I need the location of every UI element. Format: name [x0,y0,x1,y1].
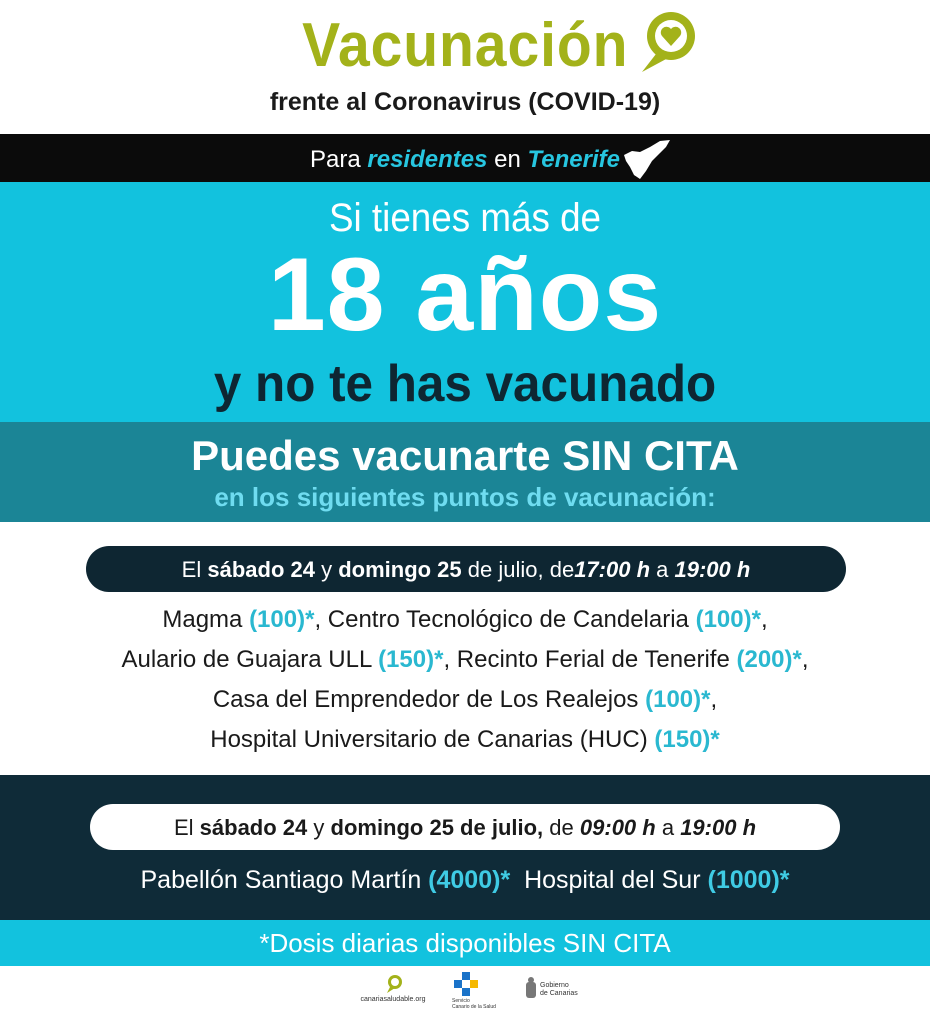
location-line [0,686,930,714]
s2-sunday: domingo 25 de julio, [330,815,544,840]
residents-text [0,146,930,174]
location-name: Casa del Emprendedor de Los Realejos [212,686,646,713]
title [0,10,930,81]
location-name: Recinto Ferial de Tenerife [456,646,737,673]
s2-p2: y [307,815,331,840]
residents-prefix: Para [310,146,368,173]
s1-start-time: 17:00 h [574,557,651,582]
cta-heading: Puedes vacunarte SIN CITA [191,432,739,479]
speech-heart-icon [640,10,696,72]
separator: , [760,606,768,633]
s2-p3: de [543,815,580,840]
location-count: (100)* [645,686,711,713]
cta-subheading: en los siguientes puntos de vacunación: [214,482,716,512]
s1-p3: de julio, de [461,557,575,582]
location-count: (4000)* [428,866,511,894]
hero-line3: y no te has vacunado [213,355,717,413]
s1-p2: y [314,557,339,582]
footer-note: *Dosis diarias disponibles SIN CITA [259,928,671,958]
location-count: (100)* [249,606,315,633]
logo2-text [452,998,512,1010]
logo3-line2: de Canarias [540,990,578,997]
subtitle: frente al Coronavirus (COVID-19) [269,88,661,116]
location-line-2 [0,866,930,895]
location-count: (200)* [736,646,802,673]
title-text: Vacunación [301,11,629,80]
s1-p1: El [181,557,208,582]
location-count: (1000)* [707,866,790,894]
logo3-line1: Gobierno [540,982,569,989]
residents-word: residentes [367,146,488,173]
location-name: Hospital del Sur [510,866,708,894]
health-cross-icon [454,972,478,996]
servicio-canario-salud-logo [452,972,512,1012]
residents-middle: en [487,146,528,173]
s2-start-time: 09:00 h [579,815,656,840]
location-line [0,726,930,754]
s1-p4: a [650,557,675,582]
location-count: (150)* [654,726,720,753]
location-name: Magma [162,606,250,633]
logo1-text: canariasaludable.org [360,996,426,1003]
separator: , [801,646,809,673]
tenerife-island-icon [622,139,672,181]
s1-end-time: 19:00 h [674,557,751,582]
logo3-text [540,982,590,998]
s2-p4: a [655,815,681,840]
s2-p1: El [173,815,200,840]
location-line [0,646,930,674]
separator: , [443,646,457,673]
s2-end-time: 19:00 h [680,815,757,840]
logo2-line2: Canario de la Salud [452,1004,496,1010]
canarias-saludable-logo [352,974,434,1010]
s2-saturday: sábado 24 [199,815,308,840]
s1-saturday: sábado 24 [207,557,315,582]
hero-age: 18 años [267,237,663,353]
location-count: (100)* [695,606,761,633]
location-name: Aulario de Guajara ULL [121,646,379,673]
location-name: Centro Tecnológico de Candelaria [327,606,696,633]
separator: , [314,606,328,633]
s1-sunday: domingo 25 [338,557,462,582]
schedule-text-2 [90,815,840,841]
location-line [0,606,930,634]
speech-heart-icon [386,974,402,994]
location-name: Pabellón Santiago Martín [140,866,429,894]
gobierno-canarias-logo [524,974,586,1010]
tenerife-word: Tenerife [527,146,620,173]
logo2-line1: Servicio [452,998,470,1004]
hero-line1: Si tienes más de [328,196,602,240]
location-count: (150)* [378,646,444,673]
separator: , [710,686,718,713]
schedule-text-1 [86,557,846,583]
location-name: Hospital Universitario de Canarias (HUC) [210,726,655,753]
coat-of-arms-icon [524,976,538,1002]
